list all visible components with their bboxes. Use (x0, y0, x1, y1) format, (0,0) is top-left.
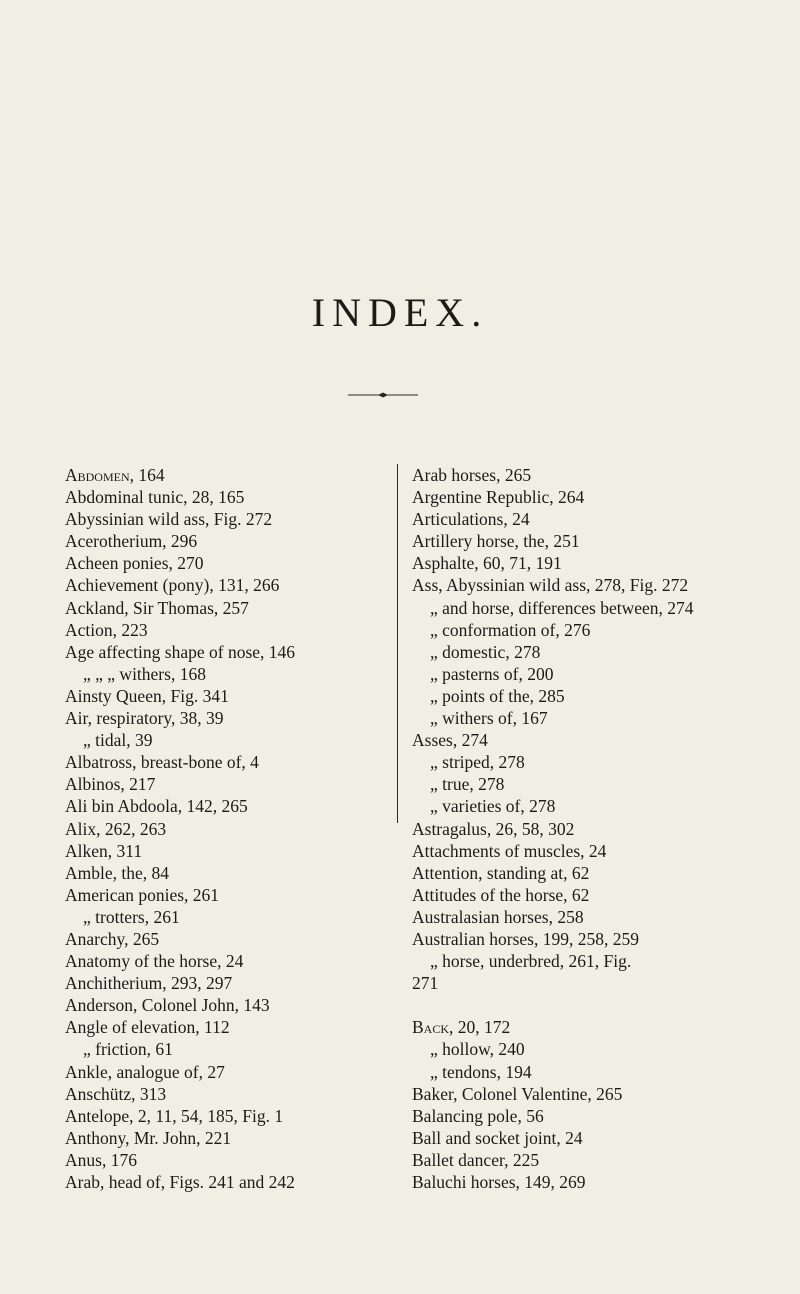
index-entry: Australian horses, 199, 258, 259 (412, 928, 639, 949)
index-entry: Asphalte, 60, 71, 191 (412, 553, 562, 574)
index-entry: „ striped, 278 (430, 752, 525, 773)
index-entry: Articulations, 24 (412, 509, 530, 530)
index-column-right (412, 464, 797, 1193)
index-entry: „ horse, underbred, 261, Fig. (430, 951, 632, 972)
index-entry: Angle of elevation, 112 (65, 1017, 230, 1038)
index-entry: Ainsty Queen, Fig. 341 (65, 685, 229, 706)
index-entry: „ points of the, 285 (430, 685, 565, 706)
index-entry: Anarchy, 265 (65, 928, 160, 949)
index-entry: „ friction, 61 (83, 1039, 173, 1060)
index-entry: Asses, 274 (412, 730, 488, 751)
index-entry: Anthony, Mr. John, 221 (65, 1127, 232, 1148)
index-entry: Arab horses, 265 (412, 465, 532, 485)
index-entry: „ true, 278 (430, 774, 505, 795)
index-entry: Alix, 262, 263 (65, 818, 167, 839)
index-entry: „ hollow, 240 (430, 1039, 525, 1060)
index-entry: Acerotherium, 296 (65, 531, 198, 552)
index-entry: „ „ „ withers, 168 (83, 663, 206, 684)
index-entry: Acheen ponies, 270 (65, 553, 204, 574)
index-entry: Ballet dancer, 225 (412, 1149, 540, 1170)
index-entry: Action, 223 (65, 619, 148, 640)
index-entry: Arab, head of, Figs. 241 and 242 (65, 1172, 295, 1192)
column-divider (397, 464, 398, 823)
index-entry: „ tidal, 39 (83, 730, 153, 751)
index-entry: „ domestic, 278 (430, 641, 541, 662)
index-entry: Argentine Republic, 264 (412, 487, 585, 508)
index-entry: Abdominal tunic, 28, 165 (65, 487, 245, 508)
index-entry: „ pasterns of, 200 (430, 663, 554, 684)
index-entry: Anschütz, 313 (65, 1083, 167, 1104)
index-entry: Attention, standing at, 62 (412, 862, 590, 883)
index-entry: „ trotters, 261 (83, 906, 180, 927)
index-entry: Anus, 176 (65, 1149, 137, 1170)
index-column-left (65, 464, 390, 1193)
index-entry: Back, 20, 172 (412, 1017, 511, 1038)
index-entry: American ponies, 261 (65, 884, 220, 905)
index-entry: „ withers of, 167 (430, 708, 548, 729)
index-entry: Baluchi horses, 149, 269 (412, 1172, 586, 1192)
index-entry: „ and horse, differences between, 274 (430, 597, 694, 618)
index-entry: Ali bin Abdoola, 142, 265 (65, 796, 248, 817)
index-entry: Anderson, Colonel John, 143 (65, 995, 270, 1016)
index-entry: Ass, Abyssinian wild ass, 278, Fig. 272 (412, 575, 689, 596)
index-entry: Ankle, analogue of, 27 (65, 1061, 225, 1082)
index-entry: Artillery horse, the, 251 (412, 531, 580, 552)
index-entry: Alken, 311 (65, 840, 143, 861)
index-entry: Antelope, 2, 11, 54, 185, Fig. 1 (65, 1105, 284, 1126)
index-entry: Ackland, Sir Thomas, 257 (65, 597, 249, 618)
index-entry: 271 (412, 973, 439, 994)
index-entry: Amble, the, 84 (65, 862, 170, 883)
index-entry: Balancing pole, 56 (412, 1105, 544, 1126)
index-entry: Achievement (pony), 131, 266 (65, 575, 280, 596)
ornament-rule-icon (348, 392, 418, 398)
index-entry (412, 994, 797, 1016)
index-entry: „ conformation of, 276 (430, 619, 591, 640)
index-entry: Attitudes of the horse, 62 (412, 884, 590, 905)
index-entry: Attachments of muscles, 24 (412, 840, 607, 861)
index-entry: Albatross, breast-bone of, 4 (65, 752, 259, 773)
index-entry: Anchitherium, 293, 297 (65, 973, 233, 994)
index-entry: „ tendons, 194 (430, 1061, 532, 1082)
index-entry: Baker, Colonel Valentine, 265 (412, 1083, 623, 1104)
index-entry: Air, respiratory, 38, 39 (65, 708, 224, 729)
index-entry: Abyssinian wild ass, Fig. 272 (65, 509, 273, 530)
index-entry: Abdomen, 164 (65, 465, 165, 485)
index-entry: Anatomy of the horse, 24 (65, 951, 244, 972)
index-entry: „ varieties of, 278 (430, 796, 556, 817)
index-entry: Ball and socket joint, 24 (412, 1127, 583, 1148)
index-entry: Australasian horses, 258 (412, 906, 584, 927)
page-title: INDEX. (311, 290, 489, 335)
index-entry: Age affecting shape of nose, 146 (65, 641, 296, 662)
index-entry: Astragalus, 26, 58, 302 (412, 818, 575, 839)
index-entry: Albinos, 217 (65, 774, 156, 795)
